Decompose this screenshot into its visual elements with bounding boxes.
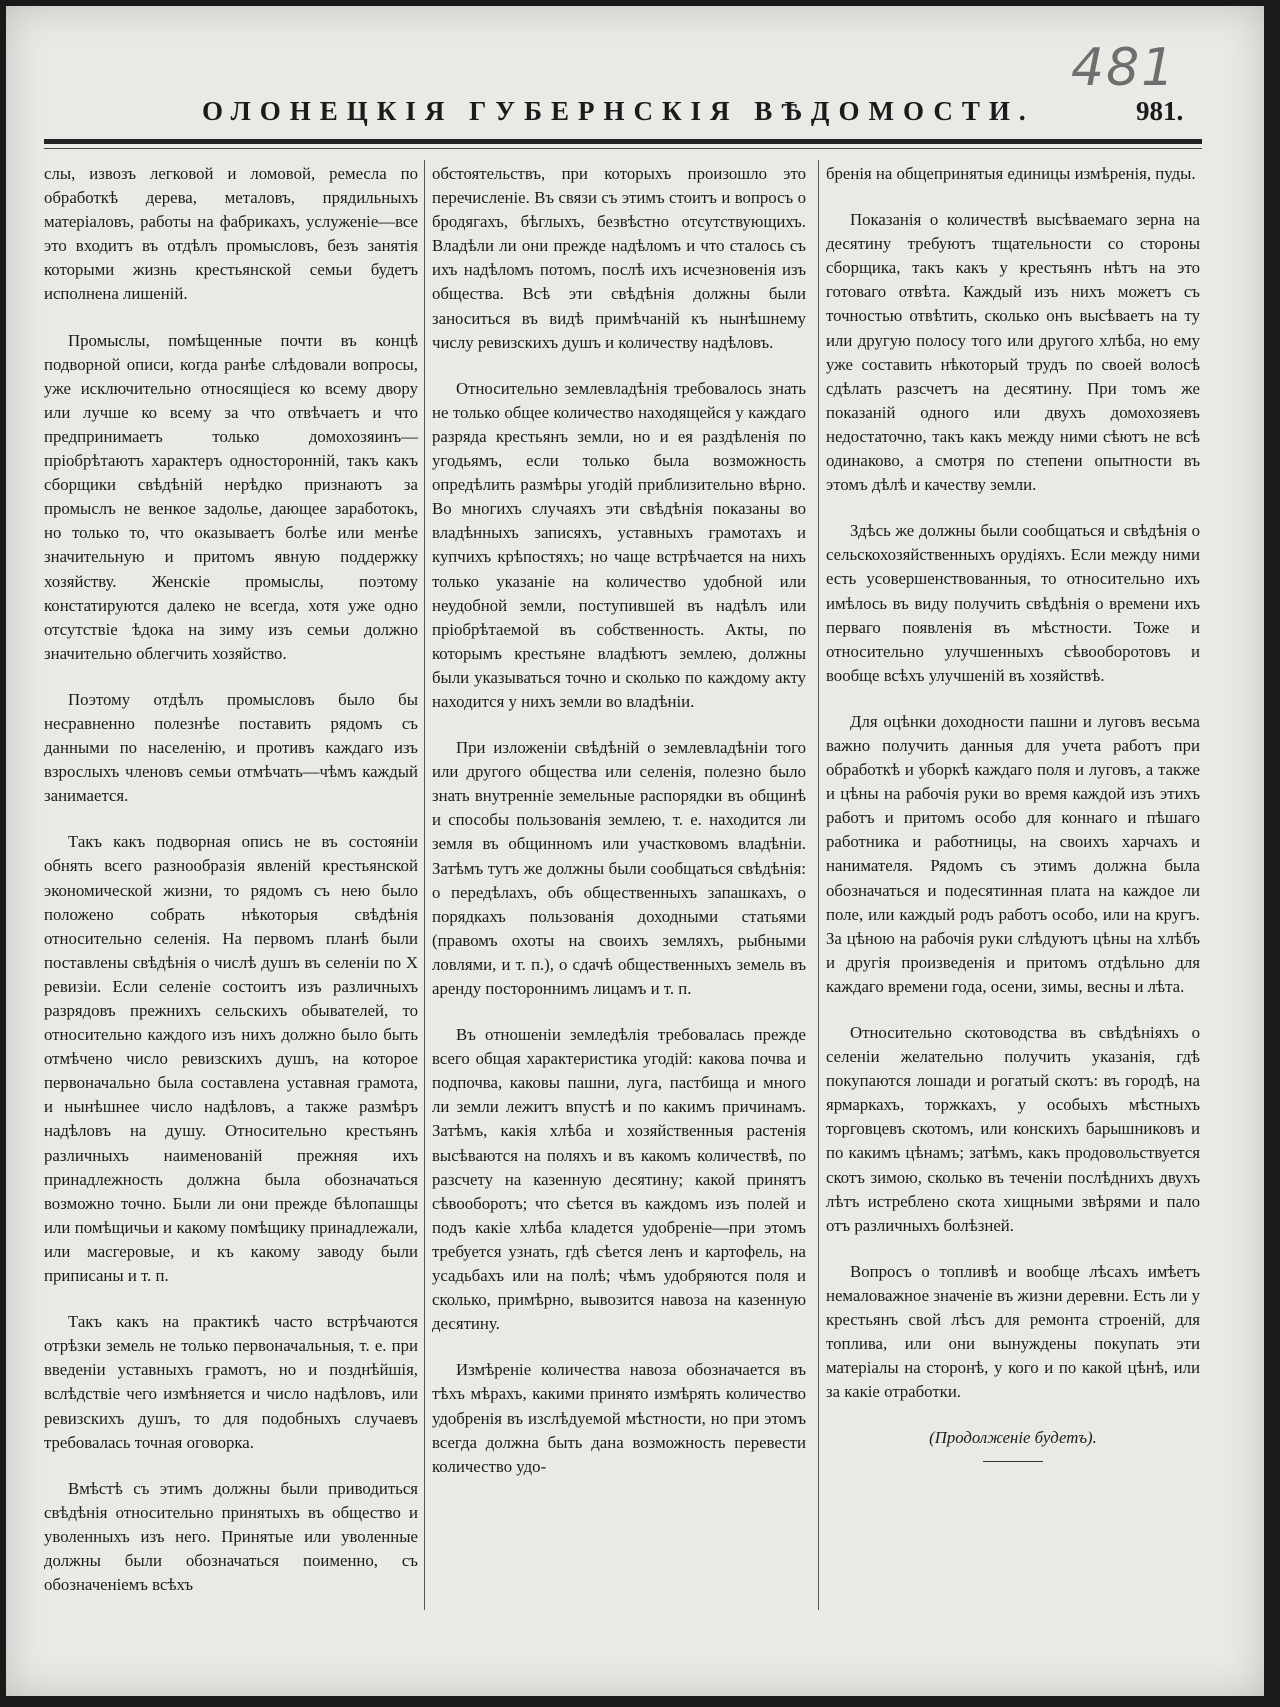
paragraph: Вмѣстѣ съ этимъ должны были приводиться свѣдѣнія относительно принятыхъ въ общество и уволенныхъ изъ него. Принятые или уволенные должны были обозначаться поименно, съ обозначеніемъ всѣхъ bbox=[44, 1478, 418, 1595]
paragraph: Такъ какъ на практикѣ часто встрѣчаются отрѣзки земель не только первоначальныя, т. е. при введеніи уставныхъ грамотъ, но и позднѣйшія, вслѣдствіе чего измѣняется и число надѣловъ, или ревизскихъ душъ, то для подобныхъ случаевъ требовалась точная оговорка. bbox=[44, 1312, 418, 1452]
paragraph: Въ отношеніи земледѣлія требовалась прежде всего общая характеристика угодій: какова почва и подпочва, каковы пашни, луга, пастбища и много ли земли лежитъ впустѣ и по какимъ причинамъ. Затѣмъ, какія хлѣба и хозяйственныя растенія высѣваются на поляхъ и въ какомъ количествѣ, по разсчету на казенную десятину; какой принятъ сѣвооборотъ; что сѣется въ каждомъ изъ полей и подъ какіе хлѣба кладется удобреніе—при этомъ требуется узнать, гдѣ сѣется ленъ и картофель, на усадьбахъ или на полѣ; чѣмъ удобряются поля и сколько, примѣрно, вывозится навоза на казенную десятину. bbox=[432, 1025, 806, 1334]
page-number: 981. bbox=[1136, 96, 1184, 126]
text-column-1 bbox=[44, 162, 418, 1619]
paragraph: Измѣреніе количества навоза обозначается въ тѣхъ мѣрахъ, какими принято измѣрять количество удобренія въ изслѣдуемой мѣстности, но при этомъ всегда должна быть дана возможность перевести количество удо- bbox=[432, 1360, 806, 1476]
paragraph: Показанія о количествѣ высѣваемаго зерна на десятину требуютъ тщательности со стороны сборщика, такъ какъ у крестьянъ нѣтъ на это готоваго отвѣта. Каждый изъ нихъ можетъ съ точностью отвѣтить, сколько онъ высѣваетъ на ту или другую полосу того или другого хлѣба, но ему уже составить нѣкоторый трудъ по своей волосѣ сдѣлать разсчетъ на десятину. При томъ же показаній одного или двухъ домохозяевъ недостаточно, такъ какъ между ними сѣютъ не всѣ одинаково, а смотря по степени опытности въ этомъ дѣлѣ и качеству земли. bbox=[826, 210, 1200, 495]
closing-rule bbox=[983, 1461, 1043, 1462]
column-divider bbox=[424, 160, 425, 1610]
paragraph: Для оцѣнки доходности пашни и луговъ весьма важно получить данныя для учета работъ при обработкѣ и уборкѣ каждаго поля и луговъ, а также и цѣны на рабочія руки во время каждой изъ этихъ работъ и притомъ особо для коннаго и пѣшаго работника и работницы, на своихъ харчахъ и нанимателя. Рядомъ съ этимъ должна была обозначаться и подесятинная плата на каждое ли поле, или каждый родъ работъ особо, или на кругъ. За цѣною на рабочія руки слѣдуютъ цѣны на хлѣбъ и другія произведенія и притомъ отдѣльно для каждаго времени года, осени, зимы, весны и лѣта. bbox=[826, 711, 1200, 996]
column-divider bbox=[818, 160, 819, 1610]
paragraph: При изложеніи свѣдѣній о землевладѣніи того или другого общества или селенія, полезно было знать внутренніе земельные распорядки въ общинѣ и способы пользованія землею, т. е. находится ли земля въ общинномъ или участковомъ владѣніи. Затѣмъ тутъ же должны были сообщаться свѣдѣнія: о передѣлахъ, объ общественныхъ запашкахъ, о порядкахъ пользованія доходными статьями (правомъ охоты на своихъ земляхъ, рыбными ловлями, и т. п.), о сдачѣ общественныхъ земель въ аренду постороннимъ лицамъ и т. п. bbox=[432, 738, 806, 998]
handwritten-page-number: 481 bbox=[1071, 38, 1177, 98]
header-rule bbox=[44, 139, 1202, 144]
paragraph: Вопросъ о топливѣ и вообще лѣсахъ имѣетъ немаловажное значеніе въ жизни деревни. Есть ли у крестьянъ свой лѣсъ для ремонта строеній, для топлива, или они вынуждены покупать эти матеріалы на сторонѣ, у кого и по какой цѣнѣ, или за какіе отработки. bbox=[826, 1261, 1200, 1402]
paragraph: Относительно скотоводства въ свѣдѣніяхъ о селеніи желательно получить указанія, гдѣ покупаются лошади и рогатый скотъ: въ городѣ, на ярмаркахъ, торжкахъ, у особыхъ мѣстныхъ торговцевъ скотомъ, или конскихъ барышниковъ и по какимъ цѣнамъ; затѣмъ, какъ продовольствуется скотъ зимою, сколько въ теченіи послѣднихъ двухъ лѣтъ истреблено скота хищными звѣрями и пало отъ различныхъ болѣзней. bbox=[826, 1023, 1200, 1235]
text-column-2 bbox=[432, 162, 806, 1501]
header-rule-thin bbox=[44, 148, 1202, 149]
paragraph: слы, извозъ легковой и ломовой, ремесла по обработкѣ дерева, металовъ, прядильныхъ матеріаловъ, работы на фабрикахъ, услуженіе—все это входитъ въ отдѣлъ промысловъ, безъ занятія которыми жизнь крестьянской семьи будетъ исполнена лишеній. bbox=[44, 164, 418, 304]
paragraph: Промыслы, помѣщенные почти въ концѣ подворной описи, когда ранѣе слѣдовали вопросы, уже исключительно относящіеся ко всему двору или лучше ко всему за что отвѣчаетъ и что предпринимаетъ только домохозяинъ—пріобрѣтаютъ характеръ односторонній, такъ какъ сборщики свѣдѣній нерѣдко признаютъ за промыслъ не венкое задолье, дающее заработокъ, но только то, что оказываетъ болѣе или менѣе значительную и притомъ явную поддержку хозяйству. Женскіе промыслы, поэтому констатируются далеко не всегда, хотя уже одно отсутствіе ѣдока на зиму изъ семьи должно значительно облегчить хозяйство. bbox=[44, 330, 418, 663]
paragraph: Такъ какъ подворная опись не въ состояніи обнять всего разнообразія явленій крестьянской экономической жизни, то рядомъ съ нею было положено собрать нѣкоторыя свѣдѣнія относительно селенія. На первомъ планѣ были поставлены свѣдѣнія о числѣ душъ въ селеніи по X ревизіи. Если селеніе состоитъ изъ различныхъ разрядовъ прежнихъ сельскихъ обывателей, то относительно каждого изъ нихъ должно было быть отмѣчено число ревизскихъ душъ, на которое первоначально была составлена уставная грамота, и нынѣшнее число надѣловъ, а также размѣръ надѣловъ на душу. Относительно крестьянъ различныхъ наименованій прежняя ихъ принадлежность должна была обозначаться возможно точно. Были ли они прежде бѣлопашцы или помѣщичьи и какому помѣщику принадлежали, или масгеровые, и къ какому заводу были приписаны и т. п. bbox=[44, 832, 418, 1286]
newspaper-title: ОЛОНЕЦКІЯ ГУБЕРНСКІЯ ВѢДОМОСТИ. bbox=[202, 96, 1035, 126]
paragraph: обстоятельствъ, при которыхъ произошло это перечисленіе. Въ связи съ этимъ стоитъ и вопросъ о бродягахъ, бѣглыхъ, безвѣстно отсутствующихъ. Владѣли ли они прежде надѣломъ и что сталось съ ихъ надѣломъ потомъ, послѣ ихъ исчезновенія изъ общества. Всѣ эти свѣдѣнія должны были заноситься въ видѣ примѣчаній къ нынѣшнему числу ревизскихъ душъ и количеству надѣловъ. bbox=[432, 164, 806, 352]
paragraph: Поэтому отдѣлъ промысловъ было бы несравненно полезнѣе поставить рядомъ съ данными по населенію, и противъ каждаго изъ взрослыхъ членовъ семьи отмѣчать—чѣмъ каждый занимается. bbox=[44, 689, 418, 806]
paragraph: Здѣсь же должны были сообщаться и свѣдѣнія о сельскохозяйственныхъ орудіяхъ. Если между ними есть усовершенствованныя, то относительно ихъ имѣлось въ виду получить свѣдѣнія о времени ихъ перваго появленія въ мѣстности. Тоже и относительно улучшенныхъ сѣвооборотовъ и вообще всѣхъ улучшеній въ хозяйствѣ. bbox=[826, 521, 1200, 685]
paragraph: бренія на общепринятыя единицы измѣренія, пуды. bbox=[826, 164, 1196, 183]
continuation-note: (Продолженіе будетъ). bbox=[929, 1428, 1097, 1448]
paragraph: Относительно землевладѣнія требовалось знать не только общее количество находящейся у каждаго разряда крестьянъ земли, но и ея раздѣленія по угодьямъ, если только была возможность опредѣлить размѣры угодій приблизительно вѣрно. Во многихъ случаяхъ эти свѣдѣнія показаны во владѣнныхъ записяхъ, уставныхъ грамотахъ и купчихъ крѣпостяхъ; но чаще встрѣчается на нихъ только указаніе на количество удобной или неудобной земли, поступившей въ надѣлъ или пріобрѣтаемой въ собственность. Акты, по которымъ крестьяне владѣютъ землею, должны были указываться точно и сколько по каждому акту находится у нихъ земли во владѣніи. bbox=[432, 378, 806, 711]
text-column-3 bbox=[826, 162, 1200, 1462]
